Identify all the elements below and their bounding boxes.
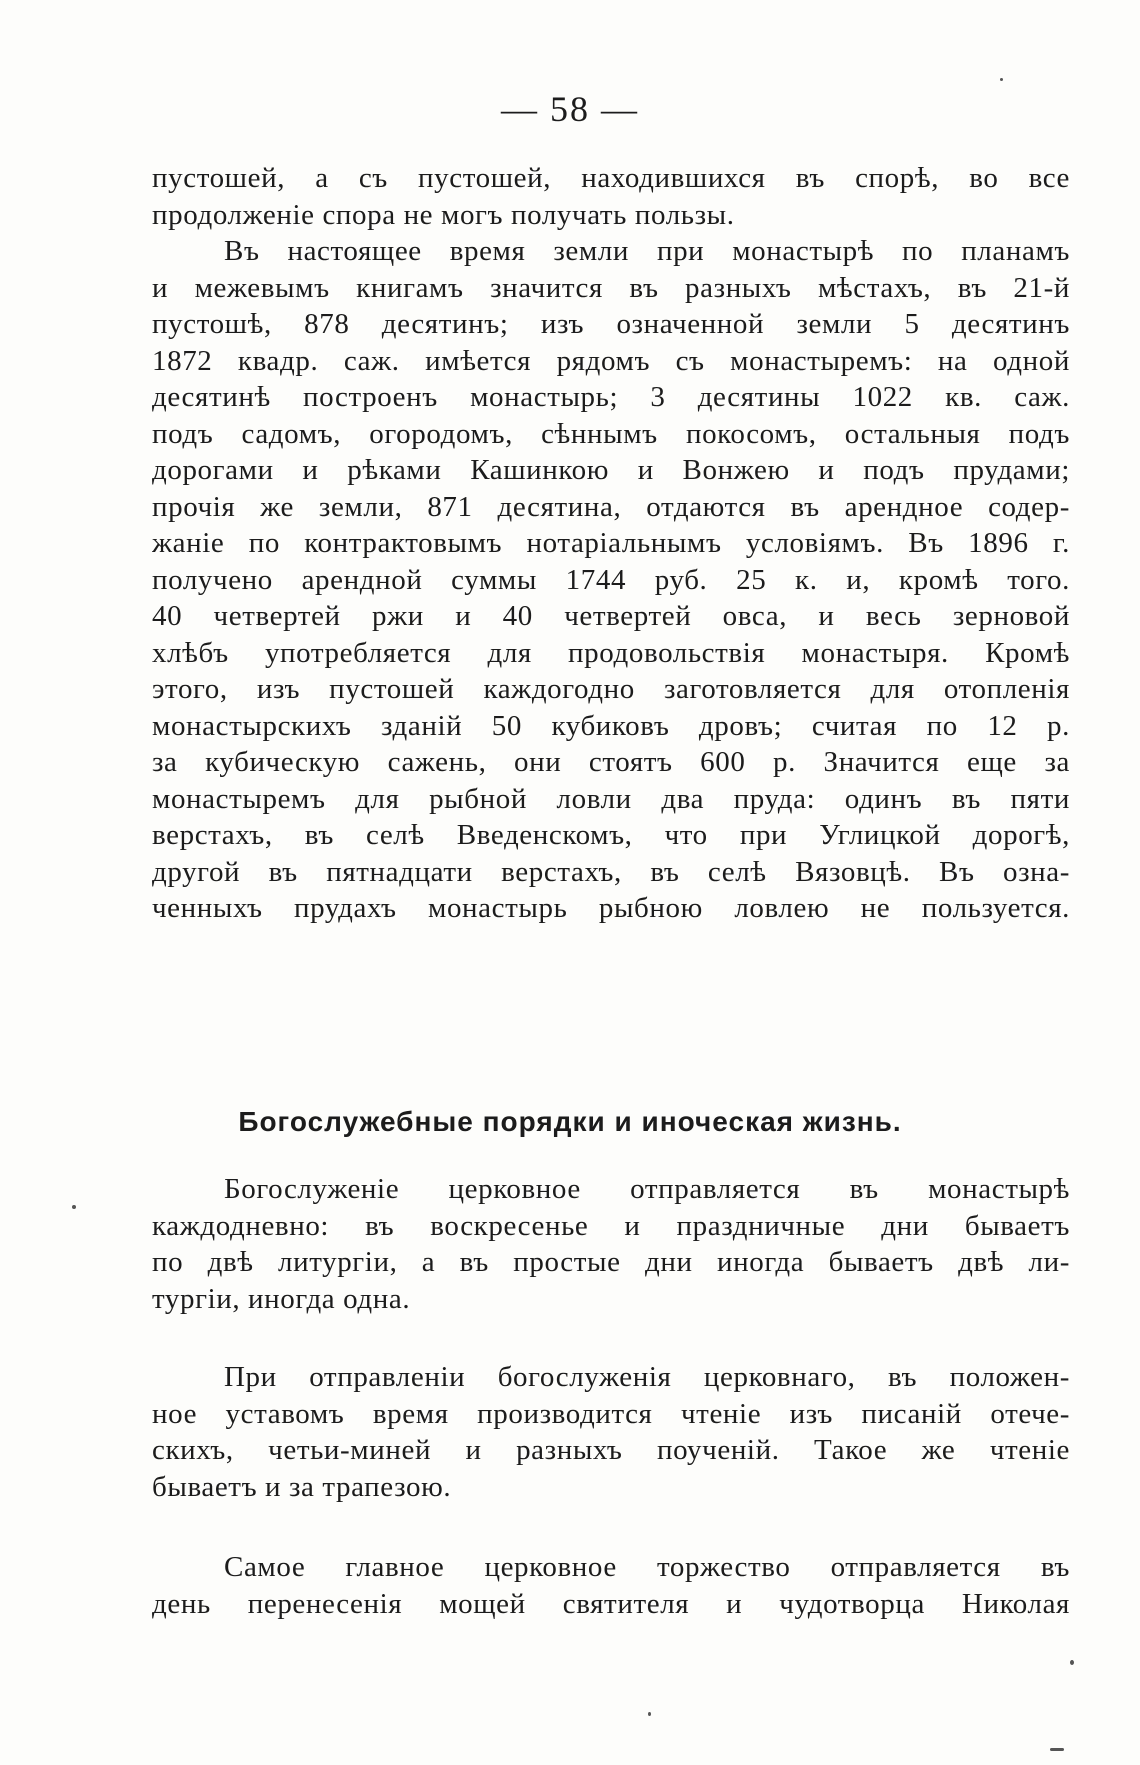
text-line: ное уставомъ время производится чтеніе изъ писаній отече-	[152, 1397, 1070, 1430]
paragraph-feast	[152, 1549, 1070, 1622]
text-line: этого, изъ пустошей каждогодно заготовляется для отопленія	[152, 673, 1070, 705]
text-line: пустошѣ, 878 десятинъ; изъ означенной земли 5 десятинъ	[152, 308, 1070, 340]
paragraph-land-holdings	[152, 160, 1070, 927]
text-line: дорогами и рѣками Кашинкою и Вонжею и подъ прудами;	[152, 454, 1070, 486]
text-line: При отправленіи богослуженія церковнаго, въ положен-	[224, 1361, 1070, 1393]
text-line: каждодневно: въ воскресенье и праздничные дни бываетъ	[152, 1209, 1070, 1242]
text-line: подъ садомъ, огородомъ, сѣннымъ покосомъ, остальныя подъ	[152, 417, 1070, 450]
text-line: десятинѣ построенъ монастырь; 3 десятины 1022 кв. саж.	[152, 381, 1070, 413]
text-line: ченныхъ прудахъ монастырь рыбною ловлею не пользуется.	[152, 892, 1070, 924]
scan-speck	[72, 1205, 76, 1209]
text-line: 40 четвертей ржи и 40 четвертей овса, и весь зерновой	[152, 600, 1070, 632]
scan-speck	[1000, 78, 1003, 81]
text-line: монастырскихъ зданій 50 кубиковъ дровъ; считая по 12 р.	[152, 709, 1070, 742]
text-line: пустошей, а съ пустошей, находившихся въ спорѣ, во все	[152, 162, 1070, 194]
paragraph-services	[152, 1171, 1070, 1317]
text-line: верстахъ, въ селѣ Введенскомъ, что при Углицкой дорогѣ,	[152, 819, 1070, 851]
text-line: другой въ пятнадцати верстахъ, въ селѣ Вязовцѣ. Въ озна-	[152, 855, 1070, 888]
text-line: день перенесенія мощей святителя и чудотворца Николая	[152, 1587, 1070, 1620]
page-number: — 58 —	[501, 89, 639, 129]
text-line: 1872 квадр. саж. имѣется рядомъ съ монастыремъ: на одной	[152, 344, 1070, 377]
text-line: продолженіе спора не могъ получать пользы.	[152, 198, 735, 231]
text-line: по двѣ литургіи, а въ простые дни иногда бываетъ двѣ ли-	[152, 1246, 1070, 1278]
text-line: Богослуженіе церковное отправляется въ монастырѣ	[224, 1173, 1070, 1205]
text-line: получено арендной суммы 1744 руб. 25 к. и, кромѣ того.	[152, 563, 1070, 596]
text-line: и межевымъ книгамъ значится въ разныхъ мѣстахъ, въ 21-й	[152, 271, 1070, 304]
text-line: прочія же земли, 871 десятина, отдаются въ арендное содер-	[152, 490, 1070, 523]
text-line: Въ настоящее время земли при монастырѣ по планамъ	[224, 235, 1070, 267]
text-line: хлѣбъ употребляется для продовольствія монастыря. Кромѣ	[152, 636, 1070, 669]
text-line: скихъ, четьи-миней и разныхъ поученій. Такое же чтеніе	[152, 1434, 1070, 1466]
text-line: монастыремъ для рыбной ловли два пруда: одинъ въ пяти	[152, 782, 1070, 815]
scan-speck	[1070, 1660, 1074, 1665]
scan-speck	[648, 1712, 651, 1716]
paragraph-readings	[152, 1359, 1070, 1505]
text-line: за кубическую сажень, они стоятъ 600 р. Значится еще за	[152, 746, 1070, 778]
scan-speck	[1050, 1748, 1064, 1751]
text-line: жаніе по контрактовымъ нотаріальнымъ условіямъ. Въ 1896 г.	[152, 527, 1070, 559]
text-line: Самое главное церковное торжество отправляется въ	[224, 1551, 1070, 1583]
section-heading: Богослужебные порядки и иноческая жизнь.	[238, 1106, 902, 1137]
text-line: тургіи, иногда одна.	[152, 1282, 411, 1315]
text-line: бываетъ и за трапезою.	[152, 1470, 452, 1503]
